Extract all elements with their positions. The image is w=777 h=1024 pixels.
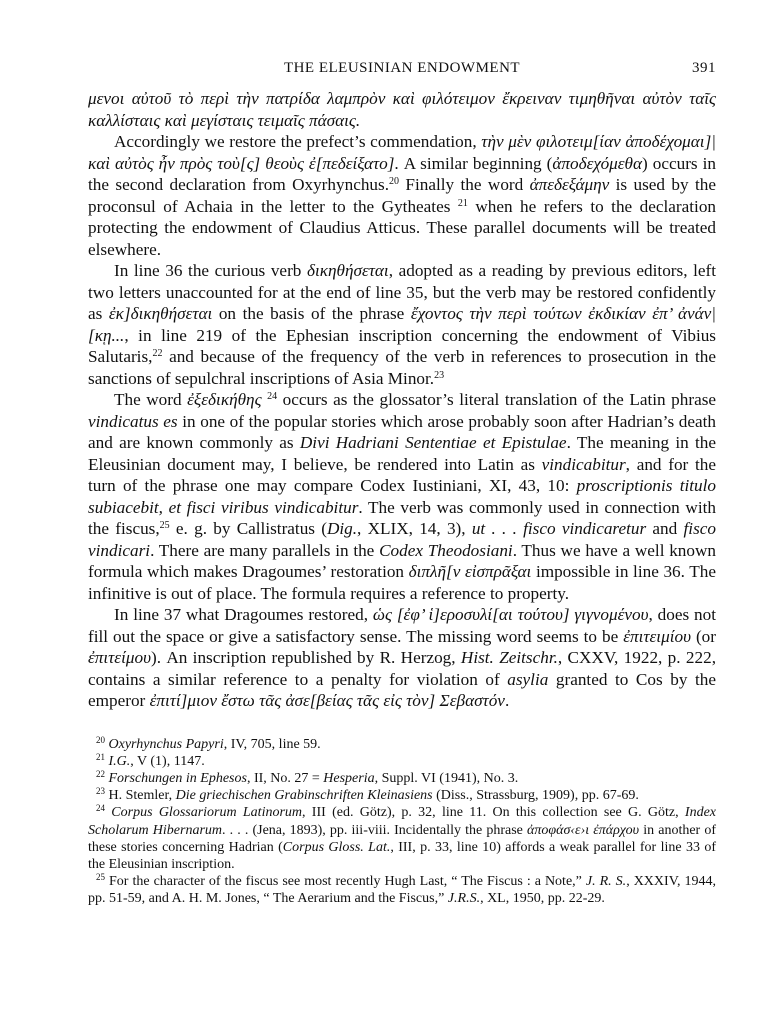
- footnote: [88, 753, 716, 770]
- footnote: [88, 873, 716, 907]
- italic-text: Dig.: [326, 519, 358, 538]
- journal-page: [88, 60, 716, 908]
- text-run: For the character of the fiscus see most recently Hugh Last, “ The Fiscus : a Note,”: [109, 874, 586, 890]
- footnote-number: 20: [96, 734, 105, 745]
- text-run: on the basis of the phrase: [212, 304, 411, 323]
- text-run: , III, p. 33, line 10) affords a weak parallel for line 33 of the Eleusinian inscription.: [88, 839, 716, 872]
- text-run: when he refers to the declaration protecting the endowment of Claudius Atticus. These parallel documents will be treated elsewhere.: [88, 196, 717, 259]
- text-run: . There are many parallels in the: [150, 540, 380, 560]
- text-run: In line 37 what Dragoumes restored,: [114, 605, 373, 624]
- italic-text: Forschungen in Ephesos: [108, 770, 247, 786]
- text-run: impossible in line 36. The infinitive is out of place. The formula requires a reference to property.: [88, 562, 716, 603]
- footnote-ref: 25: [159, 520, 170, 531]
- paragraph: [88, 389, 716, 604]
- italic-text: asylia: [507, 669, 549, 689]
- text-run: , XL, 1950, pp. 22-29.: [480, 891, 605, 907]
- italic-text: Die griechischen Grabinschriften Kleinasiens: [175, 788, 433, 804]
- greek-text: διπλῆ[ν εἰσπρᾶξαι: [408, 562, 532, 581]
- italic-text: vindicabitur: [541, 454, 626, 474]
- text-run: In line 36 the curious verb: [114, 261, 307, 280]
- text-run: , and for the turn of the phrase one may compare Codex Iustiniani, XI, 43, 10:: [88, 454, 716, 495]
- greek-text: ὡς [ἐφ’ ἱ]εροσυλί[αι τούτου] γιγνομένου: [372, 605, 649, 624]
- text-run: . A similar beginning (: [394, 153, 553, 173]
- text-run: . . . . (Jena, 1893), pp. iii-viii. Incidentally the phrase: [222, 822, 527, 838]
- text-run: , XLIX, 14, 3),: [357, 519, 472, 538]
- greek-text: ἀποφάσ‹ε›ι ἐπάρχου: [527, 822, 640, 838]
- text-run: , XXXIV, 1944, pp. 51-59, and A. H. M. Jones, “ The Aerarium and the Fiscus,”: [88, 874, 717, 907]
- footnote-number: 24: [96, 803, 105, 814]
- italic-text: Corpus Glossariorum Latinorum: [111, 805, 303, 821]
- text-run: .: [504, 691, 510, 710]
- text-run: is used by the proconsul of Achaia in the letter to the Gytheates: [88, 175, 717, 216]
- paragraph: [88, 260, 716, 389]
- footnote-number: 21: [96, 751, 105, 762]
- italic-text: Codex Theodosiani: [379, 540, 513, 560]
- text-run: and: [646, 519, 684, 538]
- footnote-ref: 21: [457, 197, 468, 209]
- italic-text: Index Scholarum Hibernarum: [88, 805, 717, 838]
- italic-text: J.R.S.: [447, 891, 481, 907]
- running-title: THE ELEUSINIAN ENDOWMENT: [283, 60, 521, 76]
- text-run: . The verb was commonly used in connection with the fiscus,: [88, 497, 716, 538]
- greek-text: ἐπιτείμου: [88, 648, 151, 667]
- footnote-ref: 20: [389, 176, 399, 187]
- greek-text: τὴν μὲν φιλοτειμ[ίαν ἀποδέχομαι]| καὶ αὐτὸς ἦν πρὸς τοὺ[ς] θεοὺς ἐ[πεδείξατο]: [88, 132, 716, 173]
- text-run: ). An inscription republished by R. Herzog,: [150, 648, 461, 667]
- text-run: granted to Cos by the emperor: [88, 669, 716, 710]
- italic-text: proscriptionis titulo subiacebit, et fisci viribus vindicabitur: [88, 476, 716, 517]
- italic-text: Divi Hadriani Sententiae et Epistulae: [299, 433, 567, 452]
- text-run: e. g. by Callistratus (: [169, 519, 327, 538]
- text-run: , adopted as a reading by previous editors, left two letters unaccounted for at the end of line 35, but the verb may be restored confidently as: [88, 261, 716, 323]
- italic-text: Hist. Zeitschr.: [460, 648, 558, 667]
- italic-text: ut . . . fisco vindicaretur: [471, 519, 647, 538]
- greek-text: ἐξεδικήθης: [187, 390, 262, 409]
- text-run: and because of the frequency of the verb in references to prosecution in the sanctions of sepulchral inscriptions of Asia Minor.: [88, 347, 716, 388]
- greek-text: ἀποδεχόμεθα: [552, 153, 643, 173]
- text-run: , II, No. 27 =: [246, 770, 324, 786]
- text-run: ) occurs in the second declaration from Oxyrhynchus.: [88, 153, 716, 194]
- greek-text: ἐκ]δικηθήσεται: [108, 304, 213, 323]
- text-run: The word: [114, 390, 188, 409]
- text-run: , V (1), 1147.: [130, 753, 205, 769]
- italic-text: Corpus Gloss. Lat.: [282, 839, 391, 855]
- footnote: [88, 736, 716, 753]
- footnote-number: 25: [96, 872, 105, 883]
- italic-text: J. R. S.: [585, 874, 627, 890]
- footnote-ref: 22: [152, 348, 163, 359]
- footnote-number: 22: [96, 768, 105, 779]
- text-run: , IV, 705, line 59.: [223, 736, 321, 752]
- text-run: occurs as the glossator’s literal translation of the Latin phrase: [277, 390, 717, 409]
- italic-text: fisco vindicari: [88, 519, 716, 560]
- footnote-number: 23: [96, 786, 105, 797]
- text-run: . The meaning in the Eleusinian document may, I believe, be rendered into Latin as: [88, 433, 716, 474]
- italic-text: I.G.: [108, 753, 131, 769]
- greek-text: ἔχοντος τὴν περὶ τούτων ἐκδικίαν ἐπ’ ἀνάν|[κῃ...: [88, 304, 717, 345]
- footnotes: [88, 736, 716, 908]
- text-run: , in line 219 of the Ephesian inscription concerning the endowment of Vibius Salutaris,: [88, 325, 716, 366]
- text-run: . Thus we have a well known formula which makes Dragoumes’ restoration: [88, 540, 716, 581]
- text-run: H. Stemler,: [108, 788, 176, 804]
- footnote-ref: 24: [267, 391, 278, 402]
- italic-text: Oxyrhynchus Papyri: [108, 736, 224, 752]
- paragraph: [88, 131, 716, 260]
- page-number: 391: [692, 60, 716, 76]
- text-run: , does not fill out the space or give a satisfactory sense. The missing word seems to be: [88, 605, 716, 646]
- text-run: (Diss., Strassburg, 1909), pp. 67-69.: [432, 788, 639, 804]
- greek-text: ἐπιτειμίου: [623, 626, 691, 646]
- footnote: [88, 770, 716, 787]
- greek-text: μενοι αὐτοῦ τὸ περὶ τὴν πατρίδα λαμπρὸν καὶ φιλότειμον ἔκρειναν τιμηθῆναι αὐτὸν ταῖς καλλίσταις καὶ μεγίσταις τειμαῖς πάσαις.: [88, 89, 716, 130]
- italic-text: Hesperia: [323, 770, 375, 786]
- text-run: , Suppl. VI (1941), No. 3.: [374, 770, 519, 786]
- text-run: Finally the word: [399, 175, 530, 194]
- greek-text: δικηθήσεται: [306, 261, 389, 280]
- greek-text: ἀπεδεξάμην: [529, 175, 610, 194]
- greek-text: ἐπιτί]μιον ἔστω τᾶς ἀσε[βείας τᾶς εἰς τὸν] Σεβαστόν: [149, 691, 505, 710]
- text-run: , CXXV, 1922, p. 222, contains a similar reference to a penalty for violation of: [88, 648, 716, 689]
- paragraph: [88, 88, 716, 131]
- text-run: Accordingly we restore the prefect’s commendation,: [114, 132, 482, 151]
- text-run: , III (ed. Götz), p. 32, line 11. On this collection see G. Götz,: [302, 805, 685, 821]
- text-run: in one of the popular stories which arose probably soon after Hadrian’s death and are known commonly as: [88, 411, 716, 452]
- body-text: [88, 88, 716, 712]
- running-head: [88, 60, 716, 82]
- footnote-ref: 23: [434, 369, 445, 381]
- paragraph: [88, 604, 716, 712]
- footnote: [88, 787, 716, 804]
- italic-text: vindicatus es: [88, 411, 178, 431]
- text-run: in another of these stories concerning Hadrian (: [88, 822, 716, 855]
- text-run: (or: [690, 626, 717, 646]
- footnote: [88, 804, 716, 873]
